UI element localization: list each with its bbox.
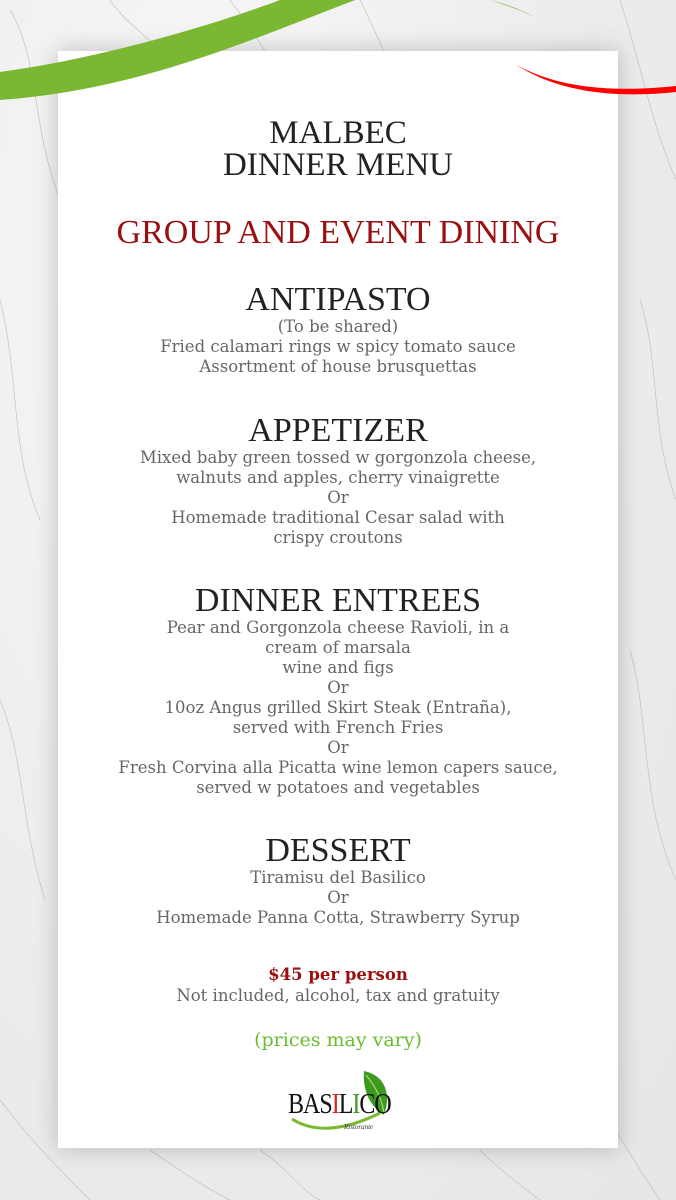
menu-line: 10oz Angus grilled Skirt Steak (Entraña),: [164, 698, 512, 717]
menu-line: Or: [327, 888, 349, 907]
menu-line: Tiramisu del Basilico: [250, 868, 426, 887]
section-antipasto: [58, 283, 618, 377]
menu-line: (To be shared): [277, 317, 399, 336]
logo-wordmark: BASILICO: [288, 1089, 391, 1121]
menu-line: crispy croutons: [273, 528, 403, 547]
price-disclaimer: (prices may vary): [254, 1029, 422, 1051]
menu-line: Assortment of house brusquettas: [199, 357, 477, 376]
menu-subtitle: GROUP AND EVENT DINING: [116, 214, 560, 251]
menu-line: Fresh Corvina alla Picatta wine lemon capers sauce,: [118, 758, 558, 777]
menu-line: walnuts and apples, cherry vinaigrette: [176, 468, 500, 487]
menu-line: cream of marsala: [265, 638, 411, 657]
menu-line: Or: [327, 678, 349, 697]
logo-tagline: Ristorante: [344, 1123, 374, 1131]
section-dessert: [58, 834, 618, 928]
menu-line: Fried calamari rings w spicy tomato sauce: [160, 337, 516, 356]
menu-line: Or: [327, 488, 349, 507]
menu-line: served with French Fries: [232, 718, 444, 737]
price-note: Not included, alcohol, tax and gratuity: [176, 986, 500, 1005]
menu-card: [58, 51, 618, 1148]
menu-line: served w potatoes and vegetables: [196, 778, 480, 797]
menu-line: Mixed baby green tossed w gorgonzola cheese,: [139, 448, 537, 467]
section-dinner-entrees: [58, 584, 618, 798]
section-heading: ANTIPASTO: [245, 281, 431, 318]
title-line-1: MALBEC: [269, 115, 407, 151]
menu-line: wine and figs: [282, 658, 394, 677]
menu-line: Homemade traditional Cesar salad with: [171, 508, 505, 527]
section-appetizer: [58, 414, 618, 548]
menu-line: Pear and Gorgonzola cheese Ravioli, in a: [166, 618, 510, 637]
menu-title: [58, 117, 618, 181]
price-per-person: $45 per person: [268, 965, 408, 984]
menu-line: Or: [327, 738, 349, 757]
section-heading: DINNER ENTREES: [194, 582, 482, 619]
menu-line: Homemade Panna Cotta, Strawberry Syrup: [156, 908, 520, 927]
title-line-2: DINNER MENU: [222, 147, 454, 183]
section-heading: APPETIZER: [248, 412, 428, 449]
basilico-logo: [284, 1069, 396, 1135]
section-heading: DESSERT: [265, 832, 411, 869]
